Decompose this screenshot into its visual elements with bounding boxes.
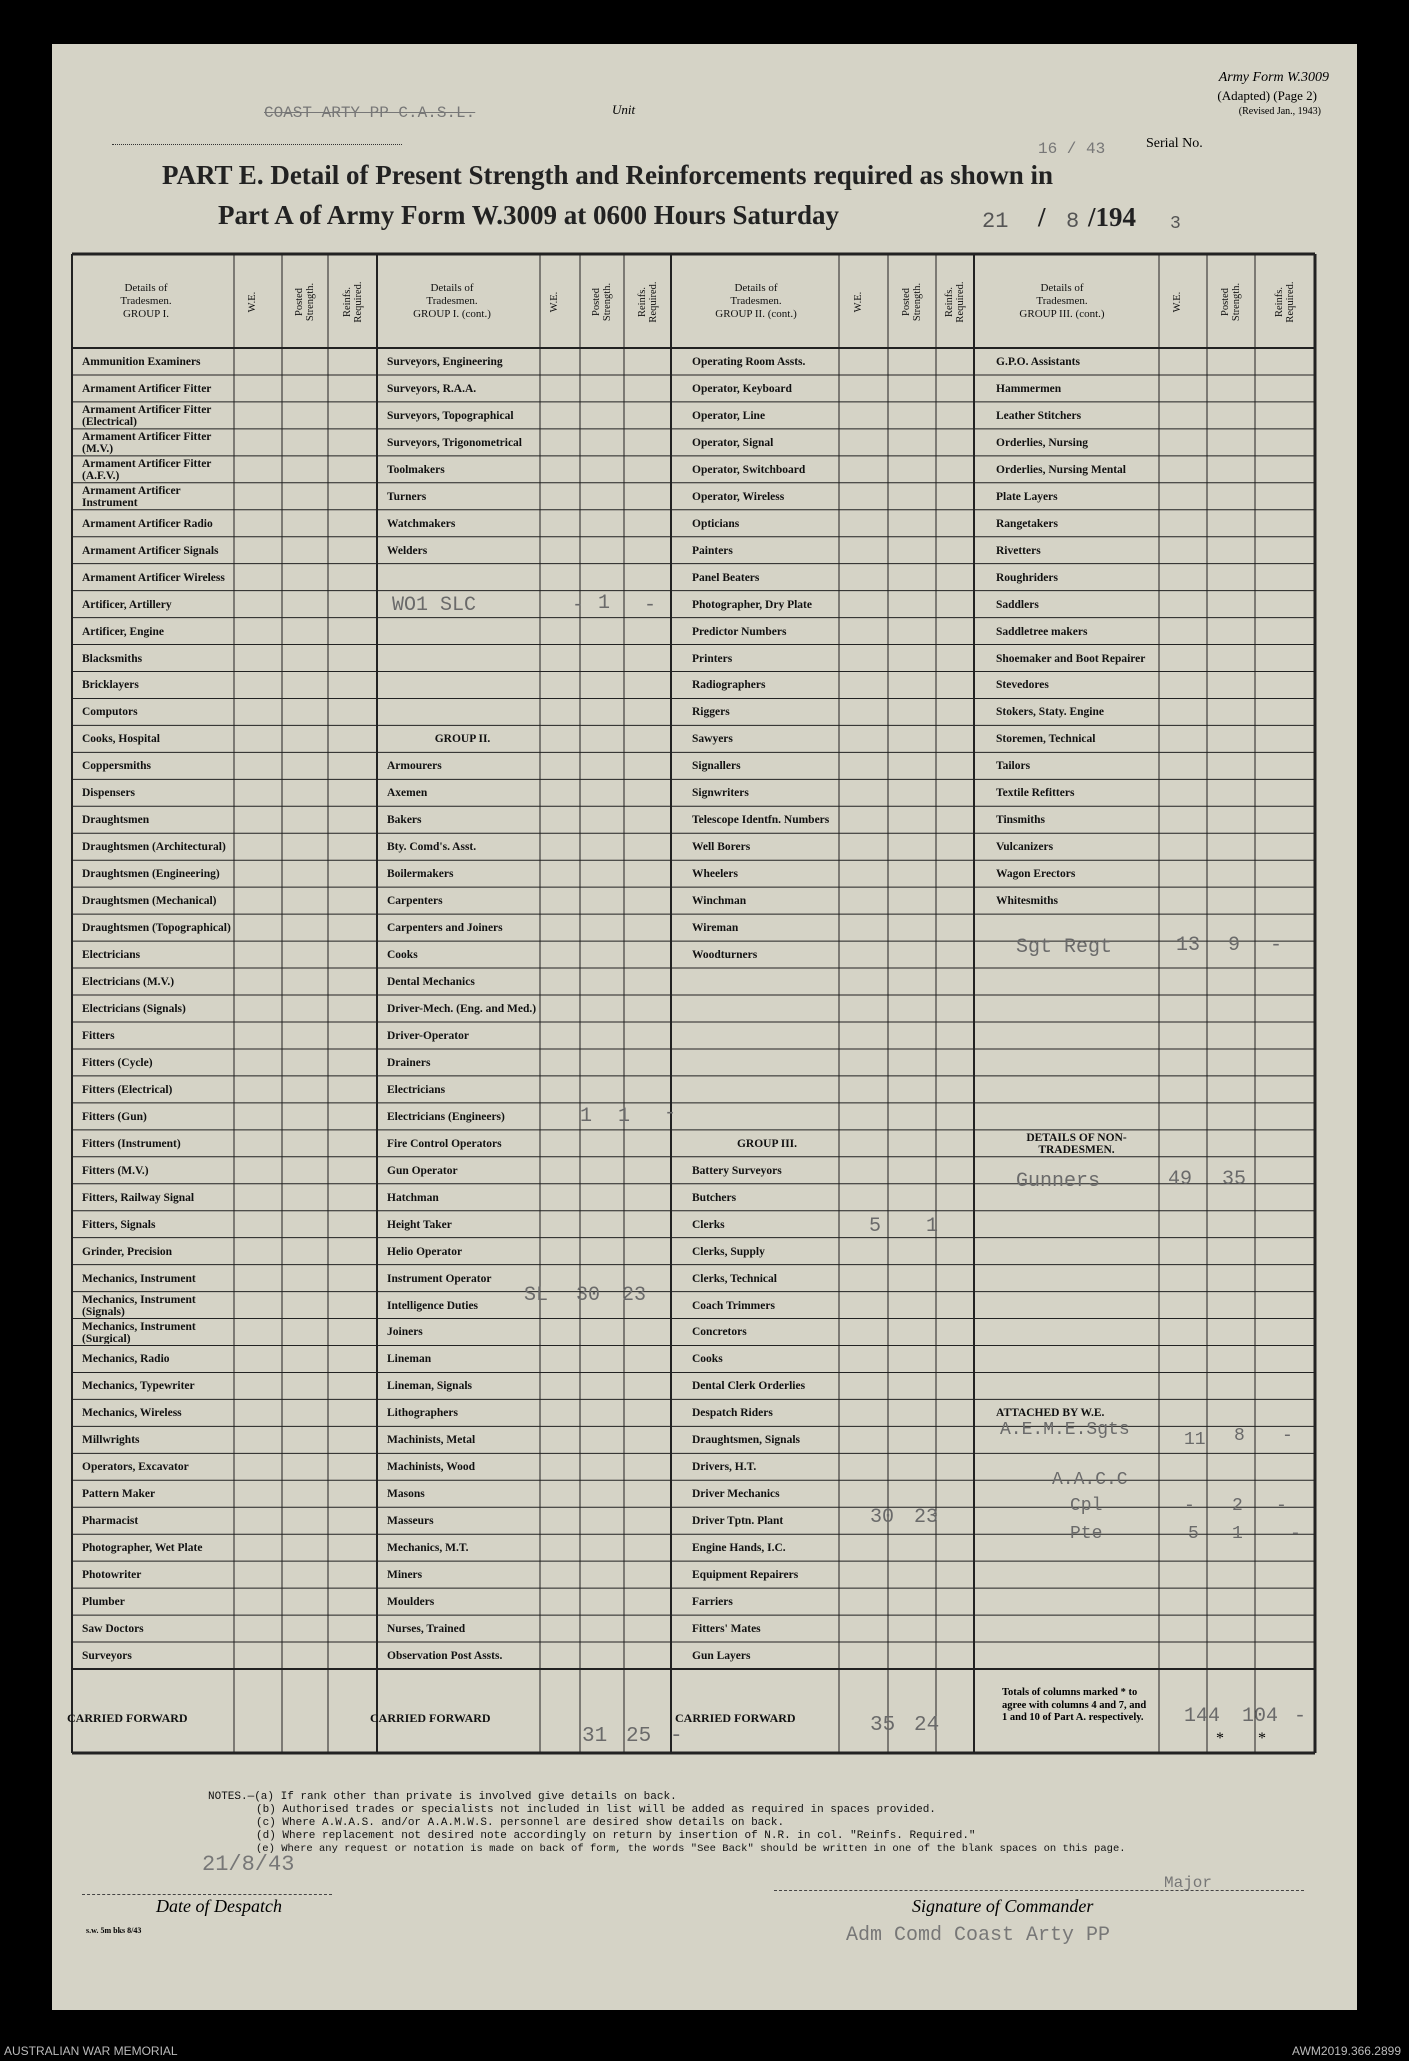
army-form-label: Army Form W.3009: [1218, 70, 1329, 85]
row-label-col2-14: GROUP II.: [434, 733, 491, 746]
row-label-col1-44: Photographer, Wet Plate: [82, 1542, 203, 1555]
despatch-date-typed: 21/8/43: [202, 1852, 295, 1877]
row-label-col4-1: Hammermen: [996, 382, 1062, 395]
watermark-right: AWM2019.366.2899: [1292, 2044, 1401, 2058]
typed-elec-posted: 1: [618, 1105, 631, 1128]
row-label-col3-44: Engine Hands, I.C.: [692, 1542, 786, 1555]
row-label-col3-10: Predictor Numbers: [692, 625, 787, 638]
row-label-col3-8: Panel Beaters: [692, 571, 760, 584]
note-c: (c) Where A.W.A.S. and/or A.A.M.W.S. personnel are desired show details on back.: [256, 1817, 785, 1829]
row-label-col1-0: Ammunition Examiners: [82, 355, 201, 368]
row-label-col4-0: G.P.O. Assistants: [996, 355, 1080, 368]
header-posted-3: Posted Strength.: [901, 282, 923, 322]
typed-wo1-reinfs: -: [644, 594, 657, 617]
typed-gunners-posted: 35: [1222, 1168, 1247, 1191]
date-month: 8: [1066, 209, 1080, 234]
header-col3: Details of Tradesmen. GROUP II. (cont.): [715, 282, 797, 320]
row-label-col2-31: Hatchman: [387, 1191, 439, 1204]
typed-cpl-reinfs: -: [1276, 1496, 1287, 1516]
row-label-col3-32: Clerks: [692, 1218, 725, 1231]
row-label-col2-47: Nurses, Trained: [387, 1623, 466, 1636]
row-label-col1-36: Mechanics, Instrument (Surgical): [82, 1320, 196, 1345]
row-label-col3-30: Battery Surveyors: [692, 1164, 782, 1177]
row-label-col3-20: Winchman: [692, 895, 747, 908]
row-label-col3-45: Equipment Repairers: [692, 1569, 799, 1582]
row-label-col1-41: Operators, Excavator: [82, 1461, 189, 1474]
row-label-col1-40: Millwrights: [82, 1434, 140, 1447]
print-code: s.w. 5m bks 8/43: [86, 1926, 142, 1935]
row-label-col1-43: Pharmacist: [82, 1515, 139, 1528]
note-d: (d) Where replacement not desired note accordingly on return by insertion of N.R. in col. "Reinfs. Required.": [256, 1830, 976, 1842]
row-label-col1-9: Artificer, Artillery: [82, 598, 172, 611]
row-label-col1-14: Cooks, Hospital: [82, 733, 160, 746]
note-b: (b) Authorised trades or specialists not included in list will be added as required in spaces provided.: [256, 1804, 936, 1816]
header-posted-1: Posted Strength.: [294, 282, 316, 322]
row-label-col1-48: Surveyors: [82, 1650, 132, 1662]
row-label-col4-6: Rangetakers: [996, 517, 1058, 530]
typed-cf2-posted: 25: [626, 1725, 652, 1748]
row-label-col1-11: Blacksmiths: [82, 652, 143, 665]
row-label-col3-31: Butchers: [692, 1191, 737, 1204]
row-label-col2-15: Armourers: [387, 760, 442, 773]
typed-cf3-posted: 24: [914, 1714, 940, 1737]
row-label-col2-27: Electricians: [387, 1083, 446, 1096]
row-label-col3-9: Photographer, Dry Plate: [692, 598, 812, 611]
row-label-col3-3: Operator, Signal: [692, 436, 774, 449]
row-label-col1-45: Photowriter: [82, 1569, 142, 1582]
typed-pte-posted: 1: [1232, 1524, 1243, 1544]
row-label-col2-23: Dental Mechanics: [387, 976, 475, 989]
row-label-col4-2: Leather Stitchers: [996, 409, 1082, 422]
row-label-col3-19: Wheelers: [692, 868, 738, 881]
title-line-2: Part A of Army Form W.3009 at 0600 Hours Saturday: [218, 200, 839, 230]
row-label-col4-4: Orderlies, Nursing Mental: [996, 463, 1126, 476]
row-label-col3-6: Opticians: [692, 517, 740, 530]
row-label-col2-19: Boilermakers: [387, 868, 454, 881]
row-label-col1-2: Armament Artificer Fitter (Electrical): [82, 403, 212, 428]
date-year: 3: [1170, 214, 1181, 234]
row-label-col1-15: Coppersmiths: [82, 760, 152, 773]
row-label-col1-6: Armament Artificer Radio: [82, 517, 213, 530]
typed-cf2-we: 31: [582, 1725, 608, 1748]
header-col2: Details of Tradesmen. GROUP I. (cont.): [413, 282, 491, 320]
row-label-col1-34: Mechanics, Instrument: [82, 1272, 196, 1285]
row-label-col3-2: Operator, Line: [692, 409, 766, 422]
row-label-col2-22: Cooks: [387, 949, 418, 962]
row-label-col2-1: Surveyors, R.A.A.: [387, 382, 477, 395]
typed-aeme-posted: 8: [1234, 1426, 1245, 1446]
row-label-col3-4: Operator, Switchboard: [692, 463, 806, 476]
row-label-col2-48: Observation Post Assts.: [387, 1650, 503, 1662]
row-label-col3-43: Driver Tptn. Plant: [692, 1515, 784, 1528]
despatch-line: [82, 1894, 332, 1895]
header-reinfs-2: Reinfs. Required.: [636, 281, 659, 323]
typed-cpl-label: Cpl: [1070, 1496, 1103, 1516]
row-label-col2-7: Welders: [387, 544, 428, 557]
row-label-col2-25: Driver-Operator: [387, 1029, 469, 1042]
row-label-col3-36: Concretors: [692, 1326, 747, 1339]
row-label-col2-44: Mechanics, M.T.: [387, 1542, 469, 1555]
typed-sl-we: 30: [576, 1284, 601, 1307]
row-label-col4-14: Storemen, Technical: [996, 733, 1096, 746]
row-label-col2-28: Electricians (Engineers): [387, 1110, 505, 1123]
row-label-col1-18: Draughtsmen (Architectural): [82, 841, 226, 854]
row-label-col3-41: Drivers, H.T.: [692, 1461, 757, 1474]
typed-cf3-we: 35: [870, 1714, 896, 1737]
header-we-1: W.E.: [247, 291, 258, 313]
note-e: (e) Where any request or notation is made on back of form, the words "See Back" should be written in one of the blank spaces on this page.: [256, 1843, 1126, 1855]
row-label-col2-34: Instrument Operator: [387, 1272, 492, 1285]
row-label-col4-7: Rivetters: [996, 544, 1041, 557]
form-sheet: [52, 44, 1357, 2010]
row-label-col1-16: Dispensers: [82, 787, 136, 800]
row-label-col1-21: Draughtsmen (Topographical): [82, 922, 231, 935]
typed-total-we: 144: [1184, 1705, 1221, 1728]
rank-typed: Major: [1164, 1874, 1213, 1892]
header-reinfs-3: Reinfs. Required.: [944, 281, 966, 323]
typed-wo1-we: -: [572, 594, 585, 617]
row-label-col2-18: Bty. Comd's. Asst.: [387, 841, 477, 854]
row-label-col2-2: Surveyors, Topographical: [387, 409, 514, 422]
row-label-col3-1: Operator, Keyboard: [692, 382, 792, 395]
typed-clerks-posted: 1: [926, 1215, 939, 1238]
date-sep-2: /194: [1088, 202, 1137, 232]
row-label-col4-18: Vulcanizers: [996, 841, 1054, 854]
typed-sgt-reinfs: -: [1270, 934, 1283, 957]
row-label-col2-33: Helio Operator: [387, 1245, 463, 1258]
totals-note: Totals of columns marked * to agree with columns 4 and 7, and 1 and 10 of Part A. respectively.: [1002, 1687, 1147, 1723]
row-label-col3-37: Cooks: [692, 1353, 723, 1366]
row-label-col2-16: Axemen: [387, 787, 428, 800]
row-label-col3-21: Wireman: [692, 922, 739, 935]
row-label-col1-29: Fitters (Instrument): [82, 1137, 181, 1150]
row-label-col2-43: Masseurs: [387, 1515, 434, 1528]
row-label-col3-47: Fitters' Mates: [692, 1623, 761, 1636]
row-label-col3-34: Clerks, Technical: [692, 1272, 777, 1285]
unit-typed: COAST ARTY PP C.A.S.L.: [264, 104, 476, 122]
row-label-col3-13: Riggers: [692, 706, 730, 719]
row-label-col2-32: Height Taker: [387, 1218, 452, 1231]
row-label-col3-11: Printers: [692, 652, 733, 665]
row-label-col1-30: Fitters (M.V.): [82, 1164, 149, 1177]
header-reinfs-1: Reinfs. Required.: [341, 281, 364, 323]
row-label-col1-19: Draughtsmen (Engineering): [82, 868, 220, 881]
typed-gunners-label: Gunners: [1016, 1170, 1101, 1193]
row-label-col2-42: Masons: [387, 1488, 425, 1501]
typed-total-posted: 104: [1242, 1705, 1279, 1728]
row-label-col4-12: Stevedores: [996, 679, 1049, 692]
header-we-3: W.E.: [852, 291, 864, 313]
row-label-col4-15: Tailors: [996, 760, 1031, 773]
total-star-2: *: [1258, 1730, 1266, 1747]
typed-aacc-label: A.A.C.C: [1052, 1470, 1128, 1490]
date-sep-1: /: [1038, 202, 1046, 232]
carried-forward-3: CARRIED FORWARD: [675, 1712, 796, 1724]
row-label-col1-31: Fitters, Railway Signal: [82, 1191, 195, 1204]
row-label-col1-22: Electricians: [82, 949, 141, 962]
row-label-col2-26: Drainers: [387, 1056, 431, 1069]
row-label-col3-29: GROUP III.: [736, 1137, 798, 1150]
typed-cpl-we: -: [1184, 1496, 1195, 1516]
row-label-col2-46: Moulders: [387, 1596, 435, 1609]
row-label-col2-37: Lineman: [387, 1353, 432, 1366]
serial-typed: 16 / 43: [1038, 140, 1106, 158]
row-label-col4-3: Orderlies, Nursing: [996, 436, 1088, 449]
row-label-col2-29: Fire Control Operators: [387, 1137, 502, 1150]
watermark-bar: [0, 2010, 1409, 2061]
unit-label: Unit: [612, 102, 636, 117]
row-label-col2-3: Surveyors, Trigonometrical: [387, 436, 522, 449]
row-label-col3-15: Signallers: [692, 760, 741, 773]
signature-label: Signature of Commander: [912, 1896, 1094, 1916]
row-label-col1-23: Electricians (M.V.): [82, 976, 175, 989]
carried-forward-2: CARRIED FORWARD: [370, 1712, 491, 1724]
date-day: 21: [982, 209, 1009, 234]
typed-clerks-we: 5: [869, 1215, 882, 1238]
revised-label: (Revised Jan., 1943): [1238, 106, 1321, 117]
row-label-col1-42: Pattern Maker: [82, 1488, 156, 1501]
row-label-col1-7: Armament Artificer Signals: [82, 544, 219, 557]
row-label-col1-20: Draughtsmen (Mechanical): [82, 895, 217, 908]
row-label-col1-38: Mechanics, Typewriter: [82, 1380, 195, 1393]
typed-aeme-label: A.E.M.E.Sgts: [1000, 1420, 1130, 1440]
typed-elec-reinfs: -: [664, 1102, 677, 1125]
row-label-col2-36: Joiners: [387, 1326, 423, 1339]
row-label-col4-39: ATTACHED BY W.E.: [996, 1407, 1105, 1420]
adapted-label: (Adapted) (Page 2): [1217, 88, 1317, 103]
row-label-col3-17: Telescope Identfn. Numbers: [692, 814, 830, 827]
row-label-col1-25: Fitters: [82, 1029, 115, 1042]
header-we-4: W.E.: [1172, 291, 1183, 313]
watermark-left: AUSTRALIAN WAR MEMORIAL: [4, 2044, 178, 2058]
row-label-col3-18: Well Borers: [692, 841, 751, 854]
row-label-col1-28: Fitters (Gun): [82, 1110, 147, 1123]
row-label-col1-46: Plumber: [82, 1596, 125, 1609]
row-label-col4-13: Stokers, Staty. Engine: [996, 706, 1104, 719]
row-label-col3-46: Farriers: [692, 1596, 733, 1609]
row-label-col1-39: Mechanics, Wireless: [82, 1407, 182, 1420]
row-label-col2-17: Bakers: [387, 814, 422, 827]
row-label-col4-10: Saddletree makers: [996, 625, 1088, 638]
despatch-label: Date of Despatch: [156, 1896, 282, 1916]
header-col4: Details of Tradesmen. GROUP III. (cont.): [1019, 282, 1105, 320]
row-label-col2-39: Lithographers: [387, 1407, 458, 1420]
row-label-col4-11: Shoemaker and Boot Repairer: [996, 652, 1146, 665]
row-label-col4-8: Roughriders: [996, 571, 1058, 584]
typed-sgt-we: 13: [1176, 934, 1201, 957]
typed-aeme-reinfs: -: [1282, 1426, 1293, 1446]
typed-sgt-posted: 9: [1228, 934, 1241, 957]
row-label-col1-47: Saw Doctors: [82, 1623, 144, 1636]
serial-label: Serial No.: [1146, 136, 1203, 151]
row-label-col2-24: Driver-Mech. (Eng. and Med.): [387, 1002, 537, 1015]
row-label-col1-12: Bricklayers: [82, 679, 139, 692]
typed-gunners-we: 49: [1168, 1168, 1193, 1191]
header-posted-4: Posted Strength.: [1220, 282, 1242, 322]
row-label-col1-5: Armament Artificer Instrument: [82, 484, 181, 509]
row-label-col2-0: Surveyors, Engineering: [387, 355, 503, 368]
row-label-col2-20: Carpenters: [387, 895, 443, 908]
row-label-col4-9: Saddlers: [996, 598, 1039, 611]
row-label-col1-8: Armament Artificer Wireless: [82, 571, 225, 584]
row-label-col2-21: Carpenters and Joiners: [387, 922, 503, 935]
row-label-col1-26: Fitters (Cycle): [82, 1056, 153, 1069]
header-reinfs-4: Reinfs. Required.: [1274, 281, 1296, 323]
row-label-col2-6: Watchmakers: [387, 517, 456, 530]
row-label-col2-4: Toolmakers: [387, 463, 445, 476]
row-label-col1-13: Computors: [82, 706, 138, 719]
typed-total-reinfs: -: [1294, 1705, 1307, 1728]
row-label-col2-35: Intelligence Duties: [387, 1299, 479, 1312]
typed-sl-posted: 23: [622, 1284, 647, 1307]
row-label-col1-27: Fitters (Electrical): [82, 1083, 173, 1096]
typed-cf2-reinfs: -: [670, 1725, 683, 1748]
typed-pte-we: 5: [1188, 1524, 1199, 1544]
row-label-col3-42: Driver Mechanics: [692, 1488, 780, 1501]
row-label-col1-24: Electricians (Signals): [82, 1002, 186, 1015]
typed-engine-posted: 23: [914, 1506, 939, 1529]
row-label-col2-40: Machinists, Metal: [387, 1434, 476, 1447]
row-label-col1-3: Armament Artificer Fitter (M.V.): [82, 430, 212, 455]
row-label-col1-33: Grinder, Precision: [82, 1245, 173, 1258]
row-label-col3-48: Gun Layers: [692, 1650, 751, 1662]
row-label-col2-30: Gun Operator: [387, 1164, 458, 1177]
row-label-col2-38: Lineman, Signals: [387, 1380, 472, 1393]
row-label-col4-20: Whitesmiths: [996, 895, 1058, 908]
typed-sgt-label: Sgt Regt: [1016, 936, 1113, 959]
typed-pte-reinfs: -: [1290, 1524, 1301, 1544]
total-star-1: *: [1216, 1730, 1224, 1747]
row-label-col1-17: Draughtsmen: [82, 814, 150, 827]
row-label-col2-45: Miners: [387, 1569, 423, 1582]
header-posted-2: Posted Strength.: [591, 282, 613, 322]
row-label-col3-12: Radiographers: [692, 679, 766, 692]
row-label-col1-10: Artificer, Engine: [82, 625, 164, 638]
row-label-col3-38: Dental Clerk Orderlies: [692, 1380, 806, 1393]
title-line-1: PART E. Detail of Present Strength and Reinforcements required as shown in: [162, 160, 1054, 190]
typed-sl-label: SL: [524, 1284, 549, 1307]
row-label-col1-37: Mechanics, Radio: [82, 1353, 170, 1366]
typed-pte-label: Pte: [1070, 1524, 1103, 1544]
row-label-col3-16: Signwriters: [692, 787, 749, 800]
typed-wo1-posted: 1: [598, 592, 611, 615]
typed-cpl-posted: 2: [1232, 1496, 1243, 1516]
row-label-col1-4: Armament Artificer Fitter (A.F.V.): [82, 457, 212, 482]
row-label-col2-5: Turners: [387, 490, 427, 503]
row-label-col4-29: DETAILS OF NON-TRADESMEN.: [1026, 1131, 1127, 1156]
row-label-col3-39: Despatch Riders: [692, 1407, 773, 1420]
row-label-col3-35: Coach Trimmers: [692, 1299, 775, 1312]
row-label-col4-17: Tinsmiths: [996, 814, 1046, 827]
row-label-col1-32: Fitters, Signals: [82, 1218, 156, 1231]
row-label-col1-1: Armament Artificer Fitter: [82, 382, 212, 395]
note-a: NOTES.—(a) If rank other than private is involved give details on back.: [208, 1791, 677, 1803]
row-label-col1-35: Mechanics, Instrument (Signals): [82, 1293, 196, 1318]
row-label-col3-0: Operating Room Assts.: [692, 355, 806, 368]
row-label-col4-5: Plate Layers: [996, 490, 1058, 503]
signature-line: [774, 1890, 1304, 1891]
row-label-col3-7: Painters: [692, 544, 733, 557]
typed-engine-we: 30: [870, 1506, 895, 1529]
row-label-col3-40: Draughtsmen, Signals: [692, 1434, 800, 1447]
row-label-col3-14: Sawyers: [692, 733, 733, 746]
row-label-col3-22: Woodturners: [692, 949, 758, 962]
row-label-col3-5: Operator, Wireless: [692, 490, 785, 503]
typed-wo1-label: WO1 SLC: [392, 594, 477, 617]
header-we-2: W.E.: [549, 291, 560, 313]
row-label-col3-33: Clerks, Supply: [692, 1245, 765, 1258]
row-label-col2-41: Machinists, Wood: [387, 1461, 475, 1474]
header-col1: Details of Tradesmen. GROUP I.: [120, 282, 172, 320]
row-label-col4-16: Textile Refitters: [996, 787, 1075, 800]
commander-typed: Adm Comd Coast Arty PP: [846, 1924, 1111, 1947]
typed-elec-we: 1: [580, 1105, 593, 1128]
row-label-col4-19: Wagon Erectors: [996, 868, 1076, 881]
carried-forward-1: CARRIED FORWARD: [67, 1712, 188, 1724]
typed-aeme-we: 11: [1184, 1430, 1206, 1450]
